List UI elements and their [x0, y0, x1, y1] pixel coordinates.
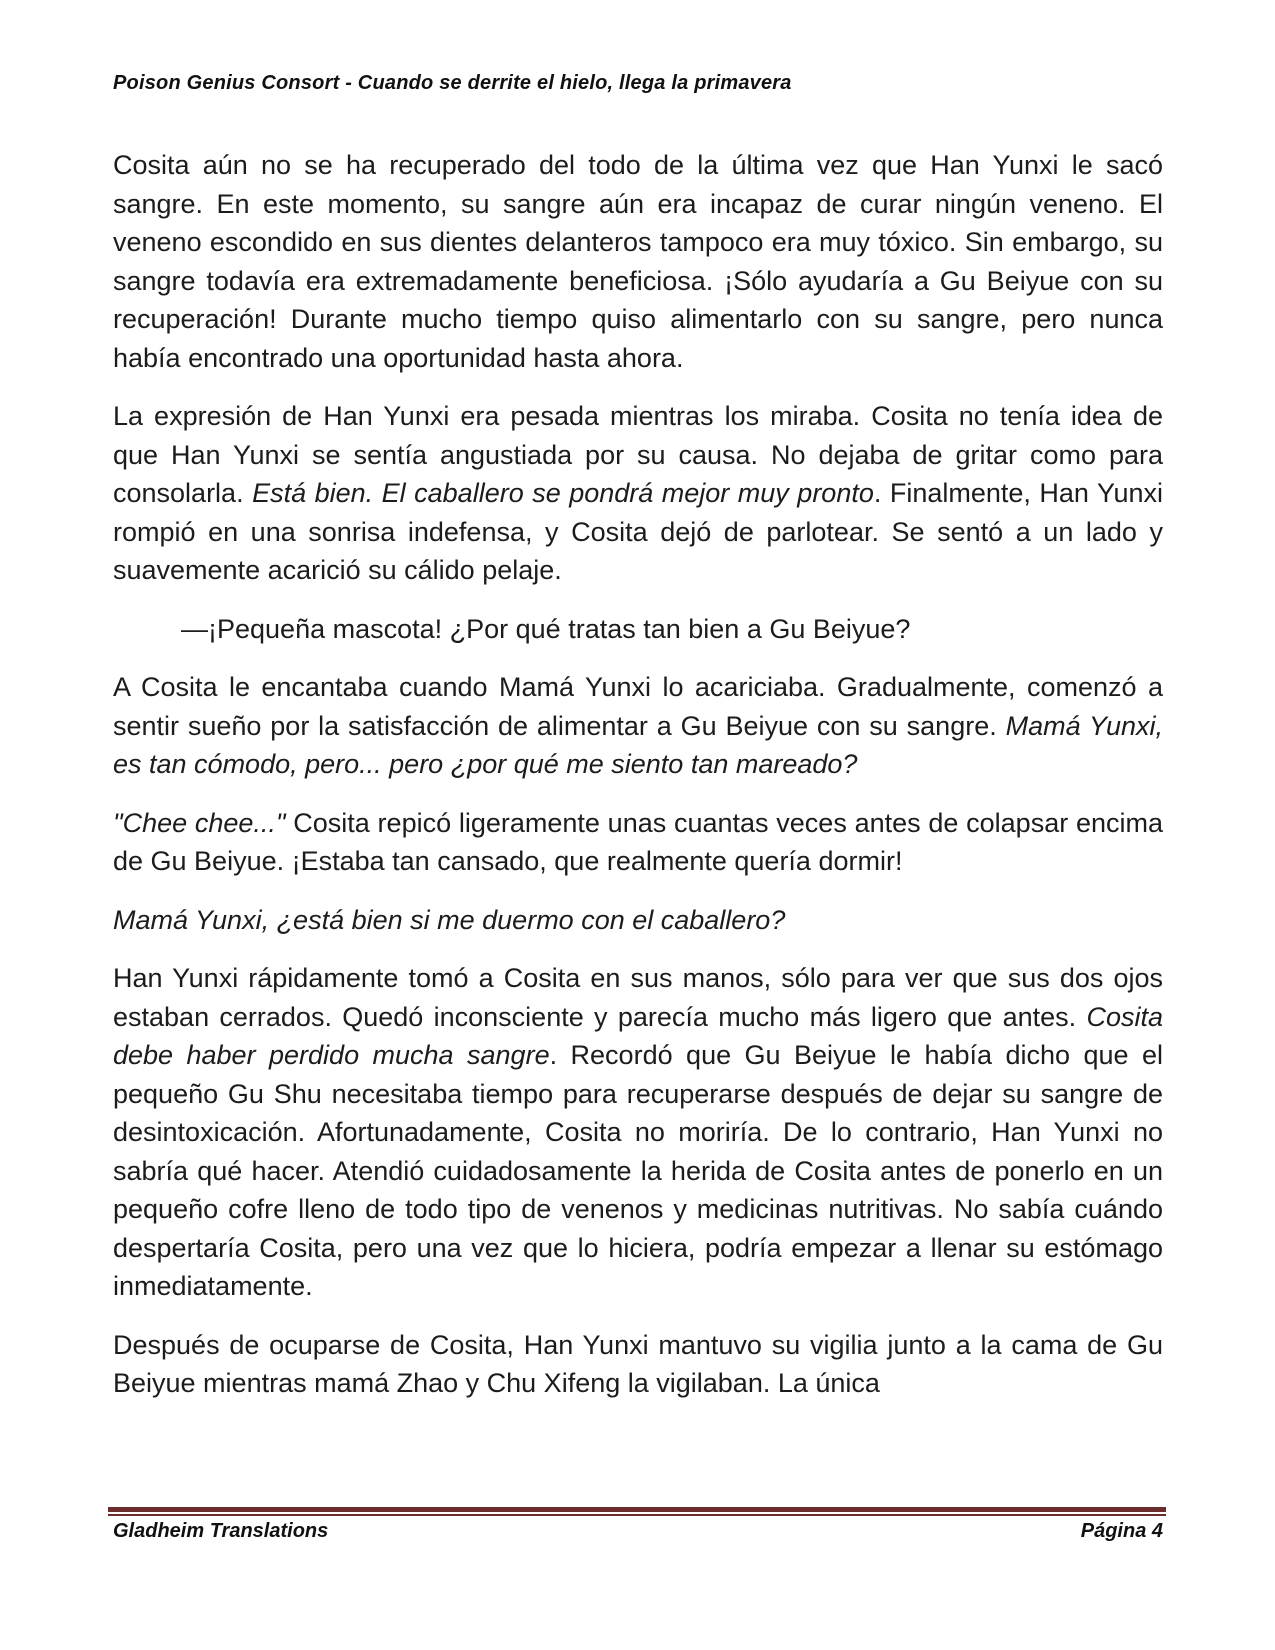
footer-rule-thick: [108, 1507, 1166, 1512]
text-segment: . Recordó que Gu Beiyue le había dicho que el pequeño Gu Shu necesitaba tiempo para recuperarse después de dejar su sangre de desintoxicación. Afortunadamente, Cosita no moriría. De lo contrario, Han Yunxi no sabría qué hacer. Atendió cuidadosamente la herida de Cosita antes de ponerlo en un pequeño cofre lleno de todo tipo de venenos y medicinas nutritivas. No sabía cuándo despertaría Cosita, pero una vez que lo hiciera, podría empezar a llenar su estómago inmediatamente.: [113, 1040, 1163, 1301]
running-footer: [113, 1520, 1163, 1543]
footer-page-number: Página 4: [1080, 1520, 1163, 1542]
text-segment: A Cosita le encantaba cuando Mamá Yunxi lo acariciaba. Gradualmente, comenzó a sentir sueño por la satisfacción de alimentar a Gu Beiyue con su sangre.: [113, 672, 1163, 741]
italic-segment: Mamá Yunxi, es tan cómodo, pero... pero ¿por qué me siento tan mareado?: [113, 710, 1163, 779]
text-segment: Cosita aún no se ha recuperado del todo de la última vez que Han Yunxi le sacó sangre. En este momento, su sangre aún era incapaz de curar ningún veneno. El veneno escondido en sus dientes delanteros tampoco era muy tóxico. Sin embargo, su sangre todavía era extremadamente beneficiosa. ¡Sólo ayudaría a Gu Beiyue con su recuperación! Durante mucho tiempo quiso alimentarlo con su sangre, pero nunca había encontrado una oportunidad hasta ahora.: [113, 150, 1163, 373]
text-segment: Cosita repicó ligeramente unas cuantas veces antes de colapsar encima de Gu Beiyue. ¡Estaba tan cansado, que realmente quería dormir!: [113, 807, 1163, 876]
text-segment: Han Yunxi rápidamente tomó a Cosita en sus manos, sólo para ver que sus dos ojos estaban cerrados. Quedó inconsciente y parecía mucho más ligero que antes.: [113, 963, 1163, 1032]
text-segment: —¡Pequeña mascota! ¿Por qué tratas tan bien a Gu Beiyue?: [181, 613, 911, 644]
text-segment: . Finalmente, Han Yunxi rompió en una sonrisa indefensa, y Cosita dejó de parlotear. Se sentó a un lado y suavemente acarició su cálido pelaje.: [113, 478, 1164, 585]
italic-segment: Cosita debe haber perdido mucha sangre: [113, 1001, 1163, 1070]
footer-translator: Gladheim Translations: [113, 1520, 329, 1542]
italic-segment: Mamá Yunxi, ¿está bien si me duermo con el caballero?: [113, 904, 786, 935]
paragraph: [113, 804, 1163, 881]
paragraph: [113, 610, 1163, 649]
paragraph: [113, 668, 1163, 784]
paragraph: [113, 901, 1163, 940]
text-segment: Después de ocuparse de Cosita, Han Yunxi mantuvo su vigilia junto a la cama de Gu Beiyue mientras mamá Zhao y Chu Xifeng la vigilaban. La única: [113, 1329, 1163, 1398]
italic-segment: Está bien. El caballero se pondrá mejor muy pronto: [252, 478, 874, 508]
running-header: Poison Genius Consort - Cuando se derrite el hielo, llega la primavera: [113, 72, 792, 94]
paragraph: [113, 959, 1163, 1306]
paragraph: [113, 1326, 1163, 1403]
footer-rule-thin: [108, 1514, 1166, 1516]
italic-segment: "Chee chee...": [113, 807, 286, 838]
text-segment: La expresión de Han Yunxi era pesada mientras los miraba. Cosita no tenía idea de que Han Yunxi se sentía angustiada por su causa. No dejaba de gritar como para consolarla.: [113, 401, 1163, 508]
body-text: [113, 146, 1163, 1403]
paragraph: [113, 397, 1163, 590]
paragraph: [113, 146, 1163, 377]
